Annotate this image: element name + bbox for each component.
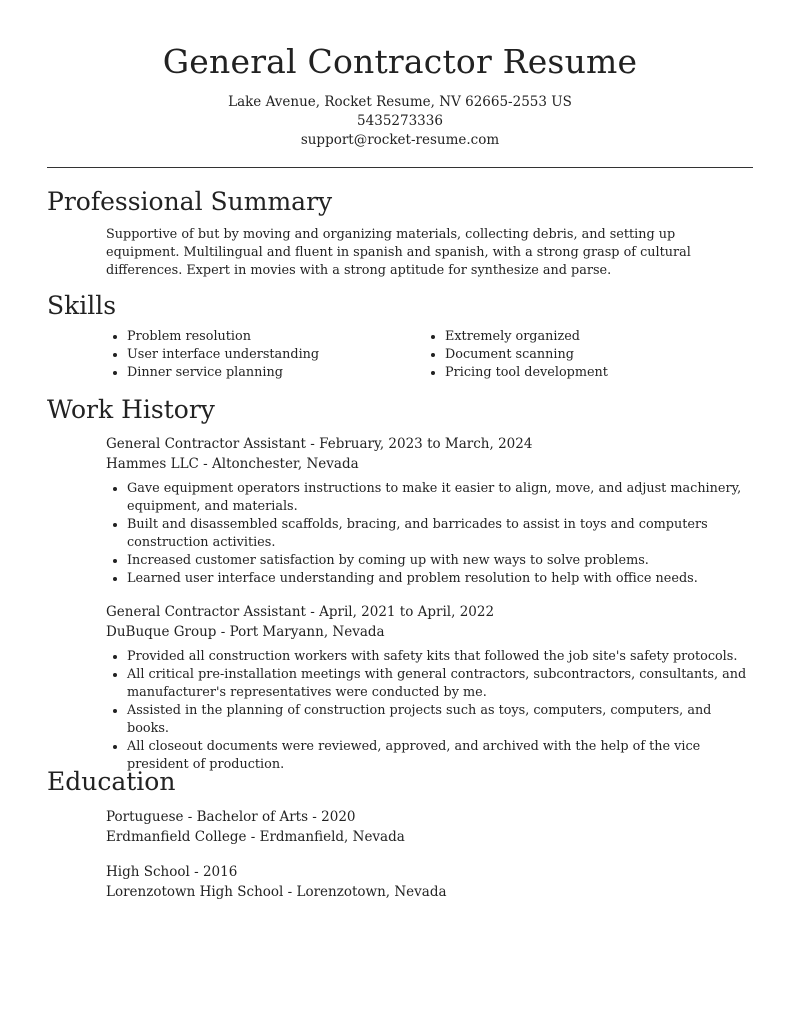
job-company-line: DuBuque Group - Port Maryann, Nevada: [106, 624, 385, 640]
skills-heading: Skills: [47, 291, 117, 320]
education-entry: [106, 862, 757, 902]
header-divider: [47, 167, 753, 168]
job-title-line: General Contractor Assistant - April, 2021 to April, 2022: [106, 604, 495, 620]
contact-address: Lake Avenue, Rocket Resume, NV 62665-2553 US: [228, 94, 572, 110]
skills-grid: [106, 328, 757, 382]
education-degree-line: Portuguese - Bachelor of Arts - 2020: [106, 809, 356, 825]
summary-text: Supportive of but by moving and organizing materials, collecting debris, and setting up equipment. Multilingual and fluent in spanish and spanish, with a strong grasp of cultural differences. Expert in movies with a strong aptitude for synthesize and parse.: [106, 227, 691, 278]
skills-list-right: [424, 328, 742, 382]
resume-header: [0, 0, 800, 150]
education-heading: Education: [47, 767, 176, 796]
skills-list-left: [106, 328, 424, 382]
summary-section: [47, 186, 757, 280]
education-degree-line: High School - 2016: [106, 864, 238, 880]
skill-item: • User interface understanding: [127, 346, 424, 364]
skill-item: • Pricing tool development: [445, 364, 742, 382]
skill-item: • Document scanning: [445, 346, 742, 364]
job-entry: [106, 434, 757, 588]
skill-item: • Extremely organized: [445, 328, 742, 346]
contact-email: support@rocket-resume.com: [300, 132, 500, 148]
job-bullet: • Increased customer satisfaction by coming up with new ways to solve problems.: [127, 552, 752, 570]
job-entry: [106, 602, 757, 774]
contact-block: [0, 93, 800, 150]
skill-item: • Dinner service planning: [127, 364, 424, 382]
job-bullet: • All closeout documents were reviewed, approved, and archived with the help of the vice president of production.: [127, 738, 752, 774]
job-bullets: [106, 480, 752, 588]
job-company-line: Hammes LLC - Altonchester, Nevada: [106, 456, 359, 472]
job-bullet: • Learned user interface understanding and problem resolution to help with office needs.: [127, 570, 752, 588]
work-history-heading: Work History: [47, 395, 215, 424]
resume-title: General Contractor Resume: [162, 42, 638, 81]
education-school-line: Lorenzotown High School - Lorenzotown, Nevada: [106, 884, 447, 900]
skill-item: • Problem resolution: [127, 328, 424, 346]
job-bullets: [106, 648, 752, 774]
job-bullet: • All critical pre-installation meetings with general contractors, subcontractors, consultants, and manufacturer's representatives were conducted by me.: [127, 666, 752, 702]
education-section: [47, 766, 757, 902]
summary-heading: Professional Summary: [47, 187, 333, 216]
skills-section: [47, 290, 757, 382]
education-school-line: Erdmanfield College - Erdmanfield, Nevada: [106, 829, 405, 845]
job-bullet: • Assisted in the planning of construction projects such as toys, computers, computers, and books.: [127, 702, 752, 738]
job-title-line: General Contractor Assistant - February, 2023 to March, 2024: [106, 436, 533, 452]
contact-phone: 5435273336: [357, 113, 443, 129]
job-bullet: • Gave equipment operators instructions to make it easier to align, move, and adjust machinery, equipment, and materials.: [127, 480, 752, 516]
education-entry: [106, 807, 757, 847]
job-bullet: • Built and disassembled scaffolds, bracing, and barricades to assist in toys and computers construction activities.: [127, 516, 752, 552]
job-bullet: • Provided all construction workers with safety kits that followed the job site's safety protocols.: [127, 648, 752, 666]
work-history-section: [47, 394, 757, 774]
